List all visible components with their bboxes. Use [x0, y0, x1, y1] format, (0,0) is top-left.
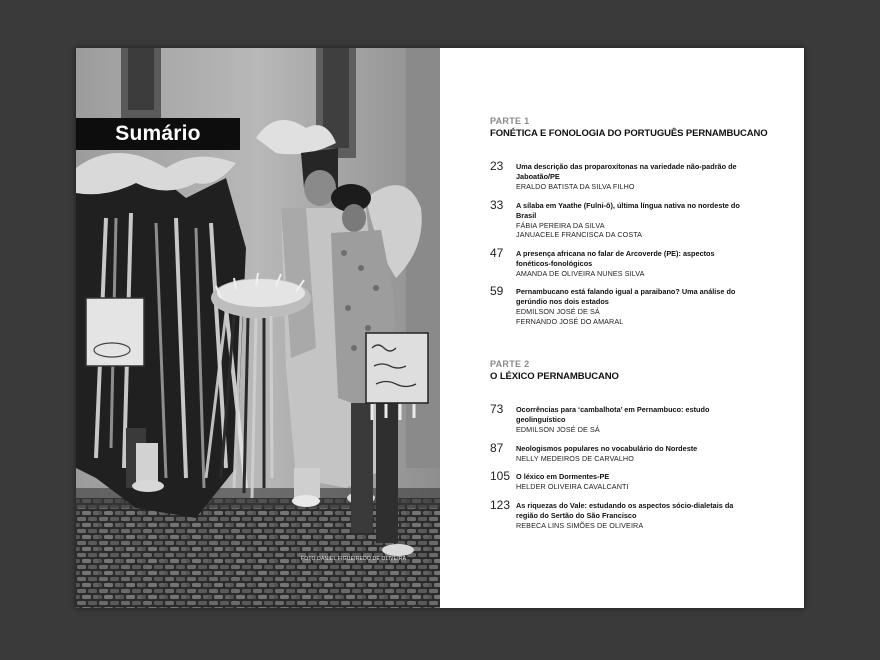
entry-title: Uma descrição das proparoxítonas na variedade não-padrão de Jaboatão/PE — [516, 162, 737, 181]
entry-title: As riquezas do Vale: estudando os aspectos sócio-dialetais da região do Sertão do São Francisco — [516, 500, 734, 520]
entry-author: EDMILSON JOSÉ DE SÁ — [516, 307, 600, 316]
toc-entry[interactable] — [490, 284, 750, 326]
entry-author: JANUACELE FRANCISCA DA COSTA — [516, 230, 643, 239]
page-title: Sumário — [76, 118, 240, 150]
entry-author: FERNANDO JOSÉ DO AMARAL — [516, 316, 624, 326]
book-spread — [76, 48, 804, 608]
part-label: PARTE 2 — [490, 359, 530, 369]
page-number: 23 — [490, 159, 504, 173]
entry-author: FÁBIA PEREIRA DA SILVA — [516, 220, 605, 230]
part-header — [490, 116, 790, 139]
photo-credit: FOTO DANIEL FIGUEIREDO DE OLIVEIRA — [301, 556, 407, 562]
entry-title: Pernambucano está falando igual a paraibano? Uma análise do gerúndio nos dois estados — [516, 287, 736, 306]
toc-entry[interactable] — [490, 197, 750, 240]
entries-list — [490, 402, 750, 539]
entry-title: Ocorrências para ‘cambalhota’ em Pernambuco: estudo geolinguístico — [516, 405, 710, 424]
part-title: FONÉTICA E FONOLOGIA DO PORTUGUÊS PERNAMBUCANO — [490, 128, 768, 139]
toc-entry[interactable] — [490, 440, 750, 464]
entry-title: A sílaba em Yaathe (Fulni-ô), última língua nativa no nordeste do Brasil — [516, 200, 740, 220]
page-number: 59 — [490, 284, 504, 298]
photo-page — [76, 48, 440, 608]
entry-author: EDMILSON JOSÉ DE SÁ — [516, 425, 600, 434]
toc-entry[interactable] — [490, 469, 750, 492]
part-title: O LÉXICO PERNAMBUCANO — [490, 371, 619, 382]
entries-list — [490, 159, 750, 335]
page-number: 73 — [490, 402, 504, 416]
part-label: PARTE 1 — [490, 116, 530, 126]
page-number: 105 — [490, 469, 511, 483]
contents-page — [440, 48, 804, 608]
entry-author: ERALDO BATISTA DA SILVA FILHO — [516, 182, 635, 191]
page-number: 123 — [490, 497, 511, 512]
entry-author: NELLY MEDEIROS DE CARVALHO — [516, 453, 634, 463]
toc-entry[interactable] — [490, 245, 750, 279]
entry-title: A presença africana no falar de Arcoverde (PE): aspectos fonéticos-fonológicos — [516, 248, 715, 268]
toc-entry[interactable] — [490, 402, 750, 435]
entry-author: AMANDA DE OLIVEIRA NUNES SILVA — [516, 268, 645, 278]
entry-author: REBECA LINS SIMÕES DE OLIVEIRA — [516, 520, 644, 530]
entry-title: Neologismos populares no vocabulário do Nordeste — [516, 443, 698, 453]
part-header — [490, 359, 790, 382]
page-number: 87 — [490, 440, 504, 455]
page-number: 33 — [490, 197, 504, 212]
toc-entry[interactable] — [490, 497, 750, 531]
entry-title: O léxico em Dormentes-PE — [516, 472, 610, 481]
toc-entry[interactable] — [490, 159, 750, 192]
entry-author: HELDER OLIVEIRA CAVALCANTI — [516, 482, 629, 491]
page-number: 47 — [490, 245, 504, 260]
